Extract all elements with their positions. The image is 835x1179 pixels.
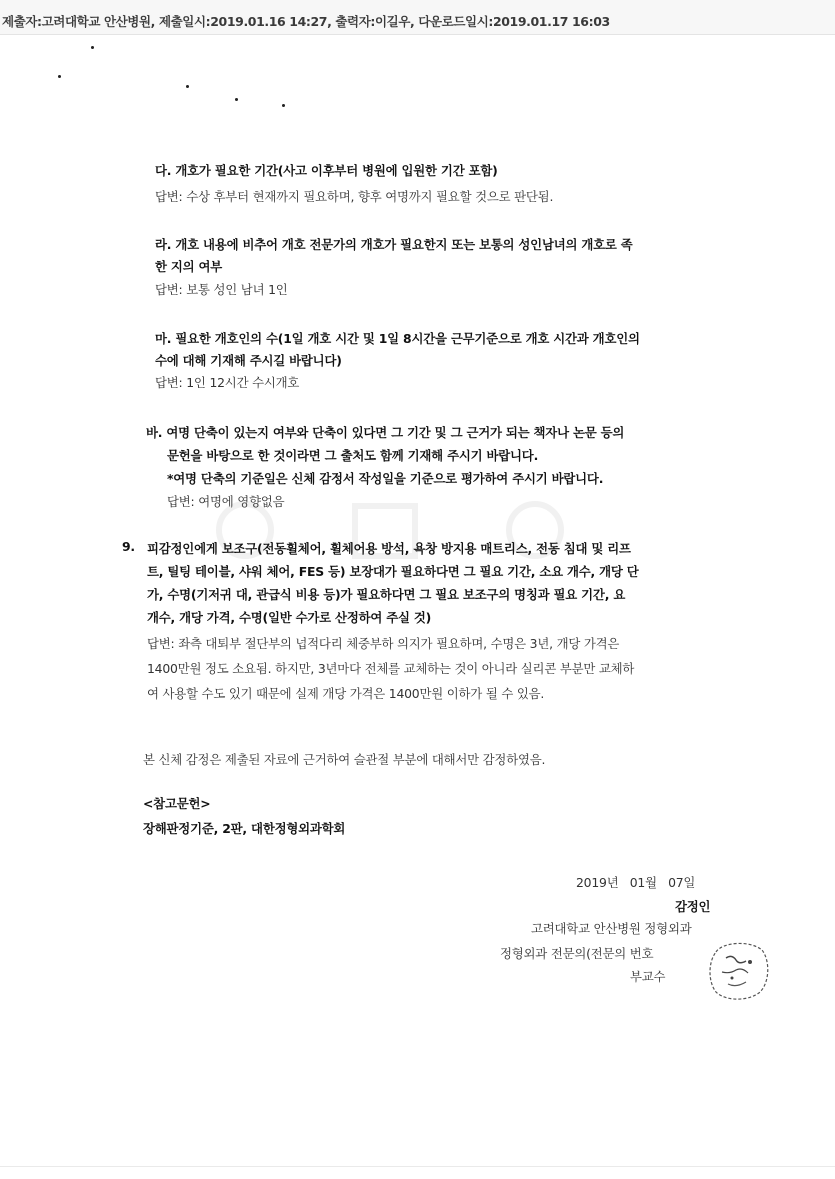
question-ra-line2: 한 지의 여부 xyxy=(155,259,223,274)
answer-da: 답변: 수상 후부터 현재까지 필요하며, 향후 여명까지 필요할 것으로 판단됨. xyxy=(155,189,554,204)
question-da: 다. 개호가 필요한 기간(사고 이후부터 병원에 입원한 기간 포함) xyxy=(155,163,498,178)
signature-date: 2019년 01월 07일 xyxy=(576,875,696,890)
signature-affiliation: 고려대학교 안산병원 정형외과 xyxy=(531,921,692,936)
question-ma-line1: 마. 필요한 개호인의 수(1일 개호 시간 및 1일 8시간을 근무기준으로 개호 시간과 개호인의 xyxy=(155,331,640,346)
scan-speck xyxy=(186,85,189,88)
answer-ba: 답변: 여명에 영향없음 xyxy=(167,494,285,509)
print-header-text: 제출자:고려대학교 안산병원, 제출일시:2019.01.16 14:27, 출력자:이길우, 다운로드일시:2019.01.17 16:03 xyxy=(2,14,610,29)
references-item: 장해판정기준, 2판, 대한정형외과학회 xyxy=(143,821,346,836)
question-9-line1: 피감정인에게 보조구(전동휠체어, 휠체어용 방석, 욕창 방지용 매트리스, 전동 침대 및 리프 xyxy=(147,541,631,556)
answer-ra: 답변: 보통 성인 남녀 1인 xyxy=(155,282,288,297)
scan-speck xyxy=(235,98,238,101)
question-ma-line2: 수에 대해 기재해 주시길 바랍니다) xyxy=(155,353,342,368)
signature-rank: 부교수 xyxy=(630,969,666,984)
signature-title: 감정인 xyxy=(675,899,711,914)
seal-stamp-icon xyxy=(704,938,772,1004)
scan-speck xyxy=(58,75,61,78)
question-ra-line1: 라. 개호 내용에 비추어 개호 전문가의 개호가 필요한지 또는 보통의 성인남녀의 개호로 족 xyxy=(155,237,633,252)
answer-9-line1: 답변: 좌측 대퇴부 절단부의 넙적다리 체중부하 의지가 필요하며, 수명은 3년, 개당 가격은 xyxy=(147,636,620,651)
question-ba-note: *여명 단축의 기준일은 신체 감정서 작성일을 기준으로 평가하여 주시기 바랍니다. xyxy=(167,471,604,486)
question-9-number: 9. xyxy=(122,539,135,554)
scan-speck xyxy=(91,46,94,49)
answer-ma: 답변: 1인 12시간 수시개호 xyxy=(155,375,300,390)
signature-specialty: 정형외과 전문의(전문의 번호 xyxy=(500,946,654,961)
question-ba-line1: 바. 여명 단축이 있는지 여부와 단축이 있다면 그 기간 및 그 근거가 되는 책자나 논문 등의 xyxy=(146,425,625,440)
scan-edge-line xyxy=(0,1166,835,1167)
question-9-line2: 트, 틸팅 테이블, 샤워 체어, FES 등) 보장대가 필요하다면 그 필요 기간, 소요 개수, 개당 단 xyxy=(147,564,639,579)
question-9-line3: 가, 수명(기저귀 대, 관급식 비용 등)가 필요하다면 그 필요 보조구의 명칭과 필요 기간, 요 xyxy=(147,587,626,602)
question-9-line4: 개수, 개당 가격, 수명(일반 수가로 산정하여 주실 것) xyxy=(147,610,432,625)
print-header-bar xyxy=(0,0,835,35)
answer-9-line3: 여 사용할 수도 있기 때문에 실제 개당 가격은 1400만원 이하가 될 수 있음. xyxy=(147,686,545,701)
references-heading: <참고문헌> xyxy=(143,796,211,811)
closing-statement: 본 신체 감정은 제출된 자료에 근거하여 슬관절 부분에 대해서만 감정하였음. xyxy=(143,752,546,767)
answer-9-line2: 1400만원 정도 소요됨. 하지만, 3년마다 전체를 교체하는 것이 아니라 실리콘 부분만 교체하 xyxy=(147,661,635,676)
question-ba-line2: 문헌을 바탕으로 한 것이라면 그 출처도 함께 기재해 주시기 바랍니다. xyxy=(167,448,539,463)
scan-speck xyxy=(282,104,285,107)
